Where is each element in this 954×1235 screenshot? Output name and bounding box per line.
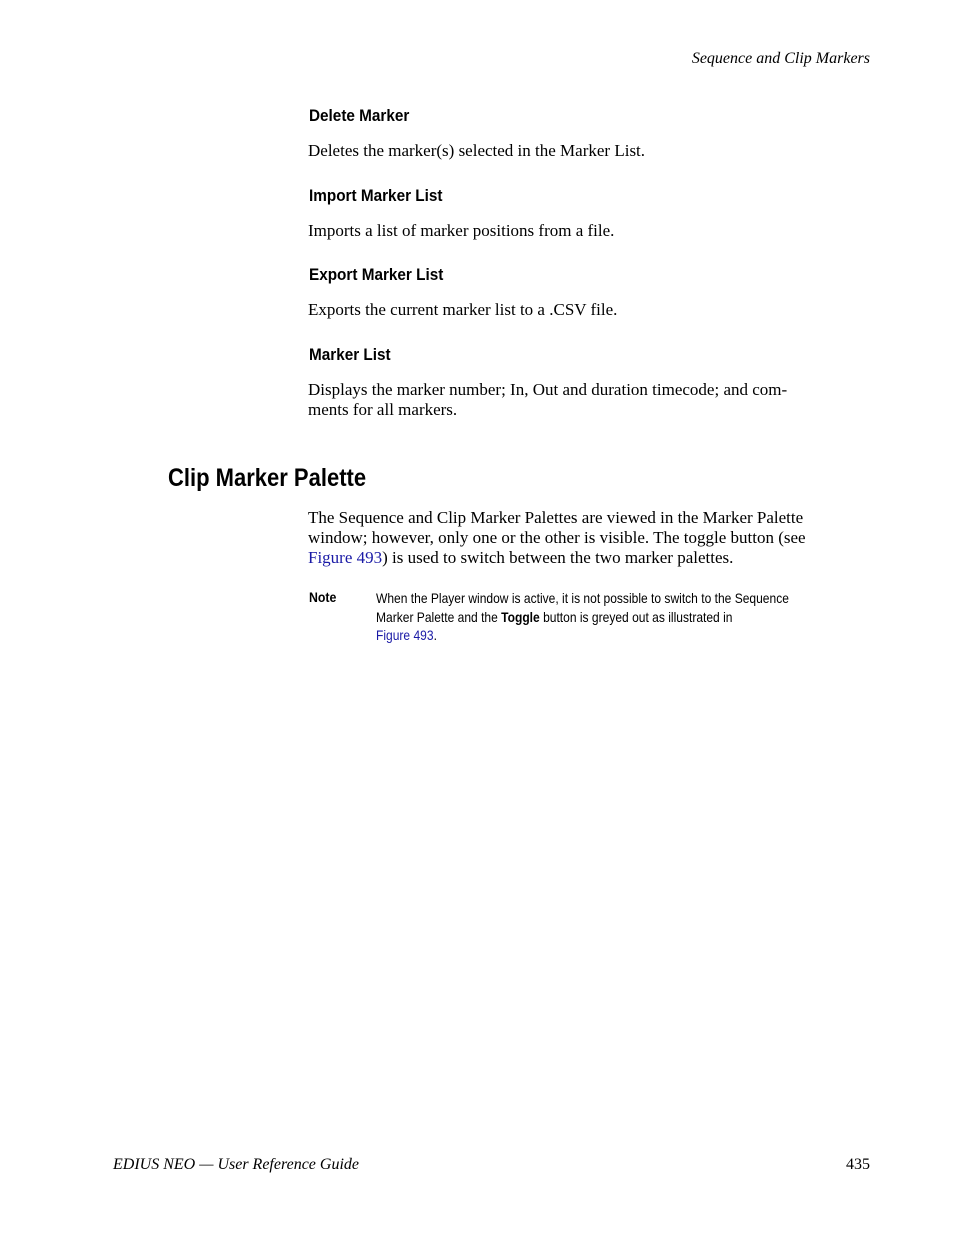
note-text: [376, 589, 840, 645]
note-figure-493-link[interactable]: Figure 493: [376, 627, 434, 643]
footer-guide-title: EDIUS NEO — User Reference Guide: [113, 1156, 360, 1173]
text-line: [308, 548, 868, 568]
text-line: The Sequence and Clip Marker Palettes are viewed in the Marker Palette: [308, 508, 804, 527]
note-label: Note: [309, 589, 337, 605]
heading-import-marker-list: Import Marker List: [309, 186, 443, 205]
text-fragment: ) is used to switch between the two marker palettes.: [382, 548, 734, 567]
text-line: ments for all markers.: [308, 400, 458, 419]
text-export-marker-list: Exports the current marker list to a .CSV file.: [308, 300, 618, 319]
paragraph-clip-marker: [308, 508, 868, 568]
heading-export-marker-list: Export Marker List: [309, 265, 444, 284]
text-fragment: button is greyed out as illustrated in: [539, 608, 733, 625]
heading-clip-marker-palette: Clip Marker Palette: [168, 464, 367, 492]
text-line: window; however, only one or the other is visible. The toggle button (see: [308, 528, 806, 547]
text-line: [376, 608, 840, 627]
text-line: Displays the marker number; In, Out and duration timecode; and com-: [308, 380, 788, 399]
text-fragment: .: [433, 627, 437, 643]
text-fragment: Marker Palette and the: [376, 608, 502, 625]
heading-marker-list: Marker List: [309, 345, 391, 364]
toggle-term: Toggle: [501, 608, 540, 625]
running-header: Sequence and Clip Markers: [691, 50, 870, 67]
heading-delete-marker: Delete Marker: [309, 106, 410, 125]
text-line: When the Player window is active, it is not possible to switch to the Sequence: [376, 590, 789, 606]
text-import-marker-list: Imports a list of marker positions from a file.: [308, 221, 615, 240]
text-marker-list: [308, 380, 868, 420]
figure-493-link[interactable]: Figure 493: [308, 548, 383, 567]
text-delete-marker: Deletes the marker(s) selected in the Marker List.: [308, 141, 646, 160]
page-number: 435: [846, 1156, 870, 1173]
text-line: [376, 626, 840, 645]
